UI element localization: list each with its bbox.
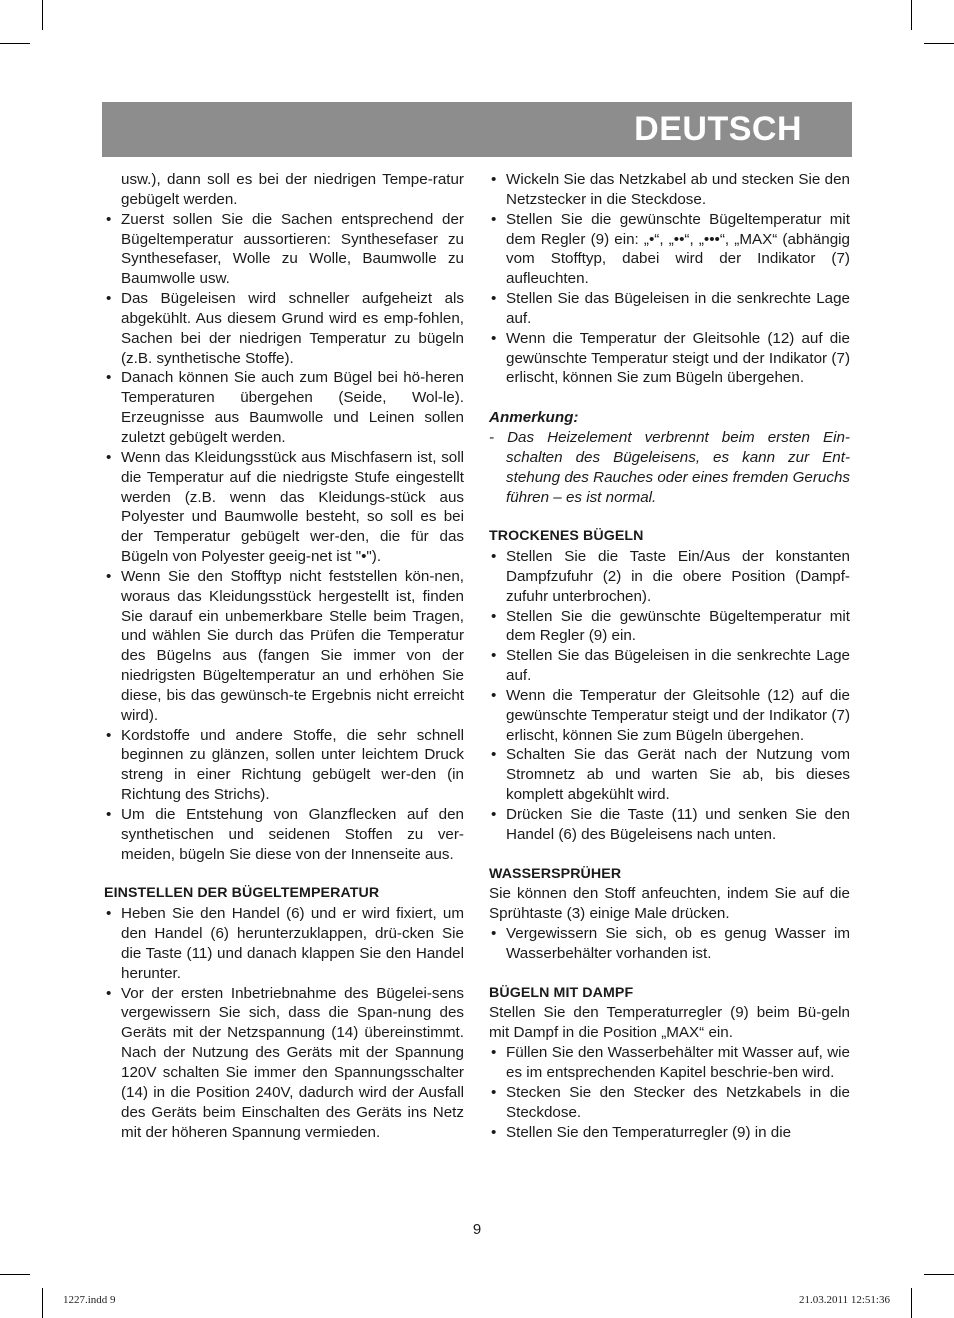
list-item: • Stellen Sie den Temperaturregler (9) in die (489, 1123, 850, 1143)
section-heading: EINSTELLEN DER BÜGELTEMPERATUR (104, 885, 380, 902)
list-item: • Wickeln Sie das Netzkabel ab und stecken Sie den Netzstecker in die Steckdose. (489, 170, 850, 210)
crop-mark (911, 0, 912, 30)
crop-mark (42, 0, 43, 30)
crop-mark (42, 1288, 43, 1318)
list-item: • Stecken Sie den Stecker des Netzkabels in die Steckdose. (489, 1083, 850, 1123)
right-column (489, 170, 850, 1142)
paragraph: Stellen Sie den Temperaturregler (9) beim Bü-geln mit Dampf in die Position „MAX“ ein. (489, 1004, 850, 1042)
list-item: • Wenn das Kleidungsstück aus Mischfasern ist, soll die Temperatur auf die niedrigste Stufe eingestellt werden (z.B. wenn das Kleidungs-stück aus Polyester und Baumwolle besteht, so soll es bei der Temperatur gebügelt wer-den, die für das Bügeln von Polyester geeig-net ist "•"). (104, 448, 464, 567)
temperature-setting-list (104, 904, 464, 1142)
note-title: Anmerkung: (489, 409, 579, 427)
footer-file: 1227.indd 9 (63, 1294, 116, 1306)
steam-ironing-list (489, 1043, 850, 1142)
list-item: • Vor der ersten Inbetriebnahme des Bügelei-sens vergewissern Sie sich, dass die Span-nung des Geräts mit der Netzspannung (14) übereinstimmt. Nach der Nutzung des Geräts mit der Spannung 120V schalten Sie immer den Spannungsschalter (14) in die Position 240V, dadurch wird der Ausfall des Geräts beim Einschalten des Geräts ins Netz mit der höheren Spannung vermieden. (104, 984, 464, 1143)
paragraph: Sie können den Stoff anfeuchten, indem Sie auf die Sprühtaste (3) einige Male drücken. (489, 885, 850, 923)
list-item: • Danach können Sie auch zum Bügel bei hö-heren Temperaturen übergehen (Seide, Wol-le). Erzeugnisse aus Baumwolle und Leinen sollen zuletzt gebügelt werden. (104, 368, 464, 447)
setup-steps-list (489, 170, 850, 388)
list-item: • Stellen Sie das Bügeleisen in die senkrechte Lage auf. (489, 646, 850, 686)
list-item: • Füllen Sie den Wasserbehälter mit Wasser auf, wie es im entsprechenden Kapitel beschrie-ben wird. (489, 1043, 850, 1083)
language-title: DEUTSCH (634, 110, 802, 148)
dry-ironing-list (489, 547, 850, 845)
intro-continuation: usw.), dann soll es bei der niedrigen Tempe-ratur gebügelt werden. (121, 171, 464, 208)
list-item: • Um die Entstehung von Glanzflecken auf den synthetischen und seidenen Stoffen zu ver-meiden, bügeln Sie diese von der Innenseite aus. (104, 805, 464, 865)
list-item: • Wenn die Temperatur der Gleitsohle (12) auf die gewünschte Temperatur steigt und der Indikator (7) erlischt, können Sie zum Bügeln übergehen. (489, 686, 850, 746)
note-text: - Das Heizelement verbrennt beim ersten Ein-schalten des Bügeleisens, es kann zur Ent-stehung des Rauches oder eines fremden Geruchs führen – es ist normal. (489, 428, 850, 506)
list-item: • Zuerst sollen Sie die Sachen entsprechend der Bügeltemperatur aussortieren: Synthesefaser zu Synthesefaser, Wolle zu Wolle, Baumwolle zu Baumwolle usw. (104, 210, 464, 289)
crop-mark (0, 1274, 30, 1275)
section-heading: BÜGELN MIT DAMPF (489, 984, 634, 1001)
list-item: • Vergewissern Sie sich, ob es genug Wasser im Wasserbehälter vorhanden ist. (489, 924, 850, 964)
list-item: • Heben Sie den Handel (6) und er wird fixiert, um den Handel (6) herunterzuklappen, drü-cken Sie die Taste (11) und danach klappen Sie den Handel herunter. (104, 904, 464, 983)
footer-timestamp: 21.03.2011 12:51:36 (799, 1294, 890, 1306)
crop-mark (924, 1274, 954, 1275)
ironing-tips-list (104, 210, 464, 865)
crop-mark (911, 1288, 912, 1318)
section-heading: WASSERSPRÜHER (489, 865, 622, 882)
list-item: • Stellen Sie das Bügeleisen in die senkrechte Lage auf. (489, 289, 850, 329)
page-number: 9 (472, 1221, 482, 1238)
crop-mark (924, 43, 954, 44)
list-item: • Wenn die Temperatur der Gleitsohle (12) auf die gewünschte Temperatur steigt und der Indikator (7) erlischt, können Sie zum Bügeln übergehen. (489, 329, 850, 389)
list-item: • Drücken Sie die Taste (11) und senken Sie den Handel (6) des Bügeleisens nach unten. (489, 805, 850, 845)
section-heading: TROCKENES BÜGELN (489, 528, 644, 545)
list-item: • Das Bügeleisen wird schneller aufgeheizt als abgekühlt. Aus diesem Grund wird es emp-fohlen, Sachen bei der niedrigen Temperatur zu bügeln (z.B. synthetische Stoffe). (104, 289, 464, 368)
list-item: • Schalten Sie das Gerät nach der Nutzung vom Stromnetz ab und warten Sie ab, bis dieses komplett abgekühlt wird. (489, 745, 850, 805)
crop-mark (0, 43, 30, 44)
list-item: • Stellen Sie die Taste Ein/Aus der konstanten Dampfzufuhr (2) in die obere Position (Dampf-zufuhr unterbrochen). (489, 547, 850, 607)
list-item: • Stellen Sie die gewünschte Bügeltemperatur mit dem Regler (9) ein. (489, 607, 850, 647)
left-column (104, 170, 464, 1142)
list-item: • Stellen Sie die gewünschte Bügeltemperatur mit dem Regler (9) ein: „•“, „••“, „•••“, „MAX“ (abhängig vom Stofftyp, dabei wird der Indikator (7) aufleuchten. (489, 210, 850, 289)
language-header-bar (102, 102, 852, 157)
list-item: • Wenn Sie den Stofftyp nicht feststellen kön-nen, woraus das Kleidungsstück hergestellt ist, finden Sie darauf ein unbemerkbare Stelle beim Tragen, und wählen Sie durch das Prüfen die Temperatur des Bügelns aus (fangen Sie immer von der niedrigsten Bügeltemperatur an und erhöhen Sie diese, bis das gewünsch-te Ergebnis nicht erreicht wird). (104, 567, 464, 726)
spray-list (489, 924, 850, 964)
list-item: • Kordstoffe und andere Stoffe, die sehr schnell beginnen zu glänzen, sollen unter leichtem Druck streng in einer Richtung gebügelt wer-den (in Richtung des Strichs). (104, 726, 464, 805)
